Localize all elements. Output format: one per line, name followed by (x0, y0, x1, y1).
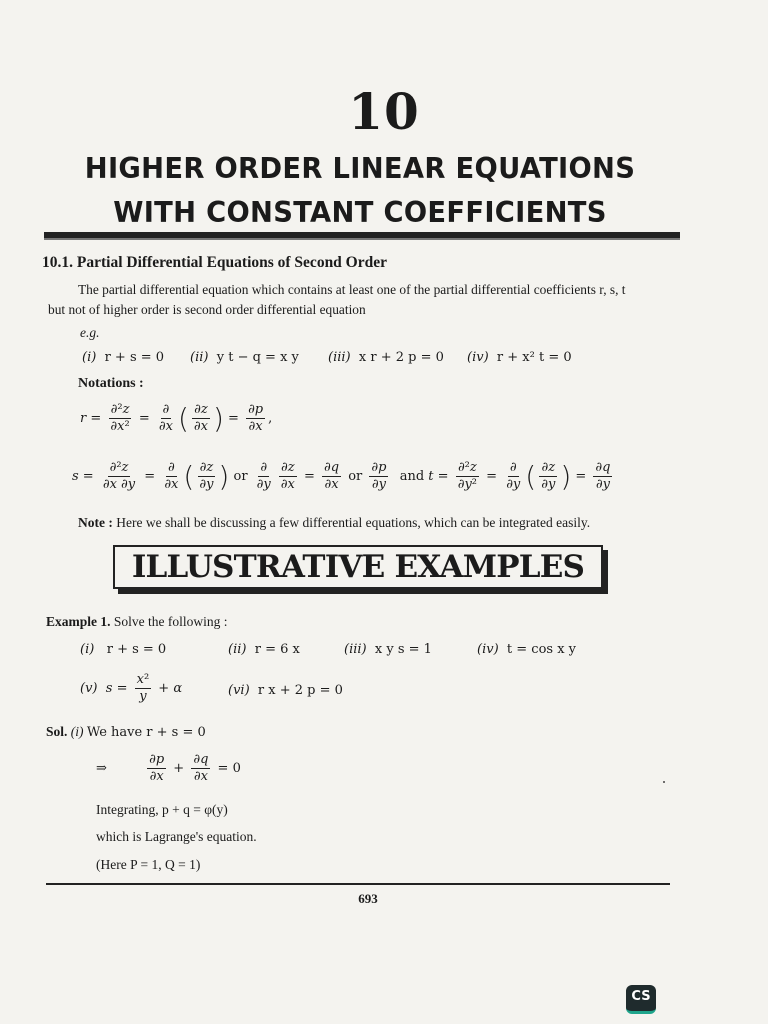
section-paragraph (48, 280, 688, 320)
paragraph-line2: but not of higher order is second order differential equation (48, 302, 366, 317)
chapter-title-line1: HIGHER ORDER LINEAR EQUATIONS (84, 152, 636, 185)
stray-dot (663, 781, 665, 783)
note-text: Here we shall be discussing a few differential equations, which can be integrated easily. (116, 515, 591, 530)
solution-implies: ⇒ $\frac{\partial p}{\partial x}$ + $\frac{\partial q}{\partial x}$ = 0 (96, 752, 241, 784)
example1-item-3: (iii) x y s = 1 (344, 642, 432, 657)
solution-line: Sol. (i) We have r + s = 0 (46, 724, 206, 740)
notation-r: r = $\frac{\text{∂²z}}{\text{∂x²}}$ = $\frac{\partial}{\partial x}$ ( $\frac{\partial z}{\partial x}$ ) = $\frac{\partial p}{\partial x}$ , (80, 402, 273, 435)
section-heading: 10.1. Partial Differential Equations of Second Order (42, 254, 387, 271)
footer-rule (46, 883, 670, 885)
example-eq-3: (iii) x r + 2 p = 0 (328, 350, 444, 365)
note (78, 515, 590, 531)
example1-item-5: (v) s = $\frac{\text{x²}}{y}$ + α (80, 672, 183, 704)
eg-label: e.g. (80, 325, 100, 340)
paragraph-line1: The partial differential equation which contains at least one of the partial differential coefficients r, s, t (78, 282, 626, 297)
example-eq-4: (iv) r + x² t = 0 (467, 350, 572, 365)
example1-item-4: (iv) t = cos x y (477, 642, 577, 657)
solution-here: (Here P = 1, Q = 1) (96, 857, 201, 872)
solution-integrating: Integrating, p + q = φ(y) (96, 802, 228, 817)
page-number: 693 (358, 891, 378, 906)
example-eq-2: (ii) y t − q = x y (190, 350, 299, 365)
notations-label: Notations : (78, 376, 144, 391)
example1-item-6: (vi) r x + 2 p = 0 (228, 683, 343, 698)
solution-lagrange: which is Lagrange's equation. (96, 829, 257, 844)
note-label: Note : (78, 515, 113, 530)
example1-item-1: (i) r + s = 0 (80, 642, 167, 657)
title-divider (44, 232, 680, 240)
example-eq-1: (i) r + s = 0 (82, 350, 165, 365)
notation-s-t: s = $\frac{\text{∂²z}}{\partial x \partial y}$ = $\frac{\partial}{\partial x}$ ( $\frac{\partial z}{\partial y}$ ) or $\frac{\partial}{\partial y}$ $\frac{\partial z}{\partial x}$ = $\frac{\partial q}{\partial x}$ or $\frac{\partial p}{\partial y}$ and t = $\frac{\text{∂²z}}{\text{∂y²}}$ = $\frac{\partial}{\partial y}$ ( $\frac{\partial z}{\partial y}$ ) = $\frac{\partial q}{\partial y}$ (72, 460, 611, 493)
example1-heading: Example 1. Solve the following : (46, 614, 228, 629)
chapter-number: 10 (348, 82, 420, 141)
illustrative-examples-banner: ILLUSTRATIVE EXAMPLES (113, 545, 603, 589)
camscanner-logo-icon: CS (626, 985, 656, 1014)
chapter-title-line2: WITH CONSTANT COEFFICIENTS (113, 196, 607, 229)
example1-item-2: (ii) r = 6 x (228, 642, 300, 657)
